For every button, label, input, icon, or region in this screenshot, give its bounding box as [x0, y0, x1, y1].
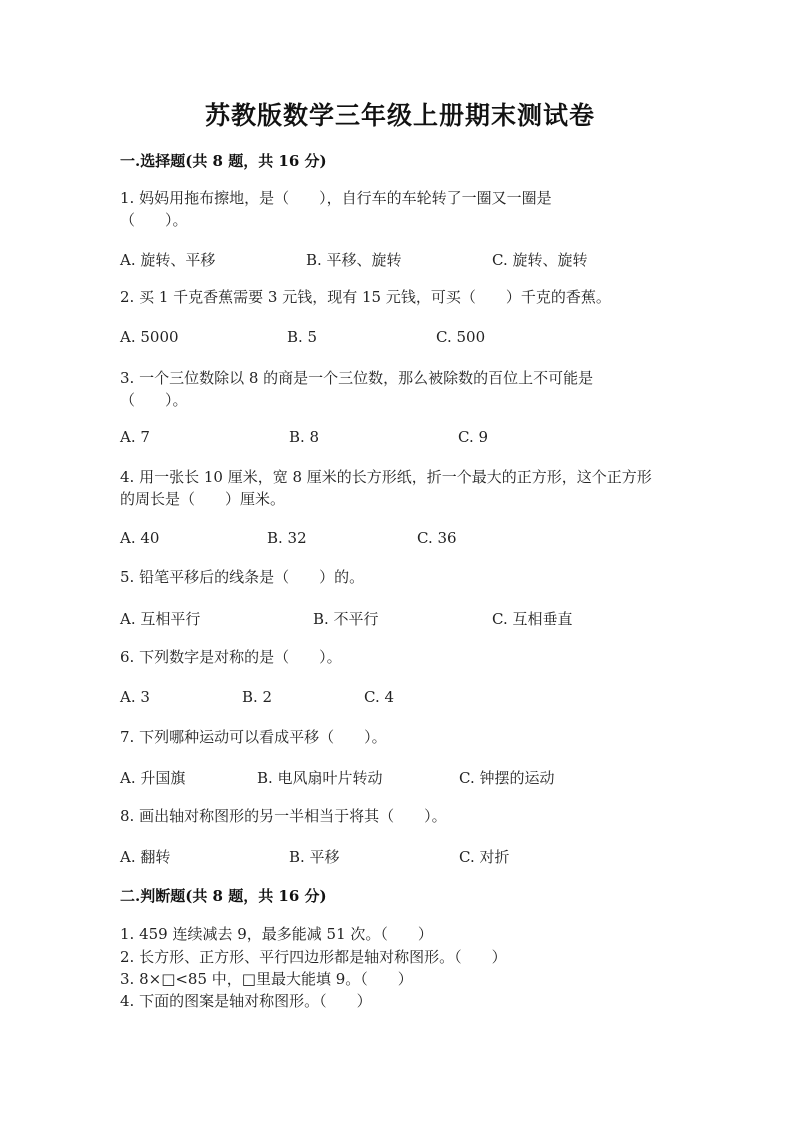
question-text: 6. 下列数字是对称的是（ ）。 — [120, 648, 342, 666]
option-c: C. 钟摆的运动 — [459, 769, 555, 787]
option-b: B. 平移 — [289, 848, 340, 866]
question-text-cont: 的周长是（ ）厘米。 — [120, 490, 286, 508]
question-2 — [120, 286, 690, 308]
question-5 — [120, 566, 690, 588]
option-c: C. 对折 — [459, 848, 510, 866]
section-heading-judgement: 二.判断题(共 8 题，共 16 分) — [120, 887, 327, 905]
option-a: A. 升国旗 — [120, 769, 186, 787]
option-b: B. 平移、旋转 — [306, 251, 402, 269]
option-a: A. 3 — [120, 688, 150, 706]
option-a: A. 5000 — [120, 328, 179, 346]
option-c: C. 4 — [364, 688, 395, 706]
judgement-item-4: 4. 下面的图案是轴对称图形。（ ） — [120, 992, 372, 1010]
question-text: 7. 下列哪种运动可以看成平移（ ）。 — [120, 728, 387, 746]
question-text: 3. 一个三位数除以 8 的商是一个三位数，那么被除数的百位上不可能是 — [120, 369, 594, 387]
judgement-item-3: 3. 8×□<85 中，□里最大能填 9。（ ） — [120, 970, 413, 988]
question-8 — [120, 805, 690, 827]
question-text: 1. 妈妈用拖布擦地，是（ ），自行车的车轮转了一圈又一圈是 — [120, 189, 552, 207]
option-a: A. 翻转 — [120, 848, 171, 866]
option-c: C. 500 — [436, 328, 486, 346]
option-b: B. 不平行 — [313, 610, 379, 628]
option-b: B. 32 — [267, 529, 307, 547]
question-6 — [120, 646, 690, 668]
option-b: B. 8 — [289, 428, 320, 446]
page-title: 苏教版数学三年级上册期末测试卷 — [204, 101, 595, 130]
question-text: 4. 用一张长 10 厘米，宽 8 厘米的长方形纸，折一个最大的正方形，这个正方形 — [120, 468, 652, 486]
option-b: B. 5 — [287, 328, 318, 346]
question-3 — [120, 367, 690, 411]
option-b: B. 电风扇叶片转动 — [257, 769, 383, 787]
judgement-item-1: 1. 459 连续减去 9，最多能减 51 次。（ ） — [120, 925, 433, 943]
option-a: A. 40 — [120, 529, 160, 547]
judgement-item-2: 2. 长方形、正方形、平行四边形都是轴对称图形。（ ） — [120, 948, 507, 966]
option-a: A. 互相平行 — [120, 610, 201, 628]
option-c: C. 9 — [458, 428, 489, 446]
option-a: A. 旋转、平移 — [120, 251, 216, 269]
option-c: C. 互相垂直 — [492, 610, 573, 628]
question-text-cont: （ ）。 — [120, 391, 188, 409]
question-text-cont: （ ）。 — [120, 211, 188, 229]
question-text: 8. 画出轴对称图形的另一半相当于将其（ ）。 — [120, 807, 447, 825]
option-c: C. 36 — [417, 529, 457, 547]
question-text: 5. 铅笔平移后的线条是（ ）的。 — [120, 568, 365, 586]
question-4 — [120, 466, 690, 510]
question-text: 2. 买 1 千克香蕉需要 3 元钱，现有 15 元钱，可买（ ）千克的香蕉。 — [120, 288, 611, 306]
option-a: A. 7 — [120, 428, 150, 446]
question-7 — [120, 726, 690, 748]
option-b: B. 2 — [242, 688, 273, 706]
section-heading-choice: 一.选择题(共 8 题，共 16 分) — [120, 152, 327, 170]
option-c: C. 旋转、旋转 — [492, 251, 588, 269]
question-1 — [120, 187, 690, 231]
